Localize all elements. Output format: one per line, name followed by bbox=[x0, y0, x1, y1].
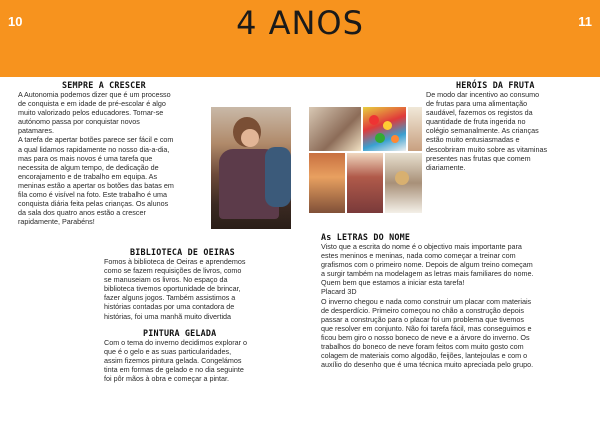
photo-tile bbox=[347, 153, 383, 213]
photo-tile bbox=[408, 107, 422, 151]
pintura-line: assim fizemos pintura gelada. Congelámos bbox=[104, 356, 242, 366]
pintura-line: tinta em formas de gelado e no dia seguinte bbox=[104, 365, 244, 375]
biblioteca-line: Fomos à biblioteca de Oeiras e aprendemos bbox=[104, 257, 246, 266]
letras-line: O inverno chegou e nada como construir um placar com materiais bbox=[321, 296, 532, 306]
biblioteca-text bbox=[104, 257, 304, 321]
pintura-text bbox=[104, 338, 304, 383]
page-title: 4 ANOS bbox=[236, 4, 364, 42]
children-buttoning-photo bbox=[211, 107, 291, 229]
biblioteca-heading: BIBLIOTECA DE OEIRAS bbox=[130, 247, 235, 257]
page-number-left: 10 bbox=[8, 14, 23, 29]
letras-heading: As LETRAS DO NOME bbox=[321, 232, 411, 242]
letras-line: ficou bem giro o nosso boneco de neve e a árvore do inverno. Os bbox=[321, 332, 530, 342]
pintura-line: foi pôr mãos à obra e começar a pintar. bbox=[104, 374, 230, 384]
letras-line: Quem bem que estamos a iniciar esta tarefa! bbox=[321, 278, 465, 288]
letras-line: auxílio do desenho que é uma técnica muito apreciada pelo grupo. bbox=[321, 360, 534, 370]
sempre-line: conquista diária feita pelas crianças. Os alunos bbox=[18, 199, 169, 209]
photo-tile bbox=[363, 107, 406, 151]
biblioteca-line: como se fazem requisições de livros, como bbox=[104, 266, 242, 276]
sempre-line: a qual lidamos rapidamente no nosso dia-a-dia, bbox=[18, 144, 170, 154]
letras-line: grafismos com o primeiro nome. Depois de algum treino começam bbox=[321, 260, 533, 270]
sempre-line: patamares. bbox=[18, 126, 54, 136]
letras-line: colagem de materiais como algodão, feijões, lantejoulas e com o bbox=[321, 351, 528, 361]
herois-line: saudável, fazemos os registos da bbox=[426, 108, 533, 118]
herois-text bbox=[426, 90, 596, 172]
sempre-line: rapidamente, Parabéns! bbox=[18, 217, 95, 227]
letras-text bbox=[321, 242, 597, 369]
letras-line: de desperdício. Primeiro começou no chão a construção depois bbox=[321, 305, 524, 315]
biblioteca-line: biblioteca tivemos oportunidade de brincar, bbox=[104, 284, 241, 294]
pintura-line: Com o tema do inverno decidimos explorar o bbox=[104, 338, 248, 347]
biblioteca-line: histórias, foi uma manhã muito divertida bbox=[104, 311, 232, 321]
herois-line: De modo dar incentivo ao consumo bbox=[426, 90, 540, 99]
herois-line: de frutas para uma alimentação bbox=[426, 99, 528, 109]
letras-line: a surgir também na modelagem as letras mais familiares do nome. bbox=[321, 269, 534, 279]
page-number-right: 11 bbox=[578, 14, 592, 29]
sempre-line: necessita de algum tempo, de dedicação de bbox=[18, 162, 159, 172]
herois-line: estão muito entusiasmadas e bbox=[426, 135, 520, 145]
herois-line: colégio semanalmente. As crianças bbox=[426, 126, 539, 136]
letras-line: Placard 3D bbox=[321, 287, 357, 297]
sempre-line: encorajamento e de trabalho em equipa. As bbox=[18, 171, 158, 181]
sempre-line: muito valorizado pelos educadores. Tornar-se bbox=[18, 108, 164, 118]
letras-line: trabalhos do boneco de neve foram feitos com muito gosto com bbox=[321, 342, 524, 352]
sempre-line: A tarefa de apertar botões parece ser fácil e com bbox=[18, 135, 174, 145]
fruit-heroes-photo-grid bbox=[309, 107, 422, 213]
photo-tile bbox=[309, 107, 361, 151]
sempre-line: da sala dos quatro anos estão a crescer bbox=[18, 208, 146, 218]
sempre-line: de conquista e em idade de pré-escolar é algo bbox=[18, 99, 166, 109]
letras-line: Visto que a escrita do nome é o objectivo mais importante para bbox=[321, 242, 522, 251]
sempre-heading: SEMPRE A CRESCER bbox=[62, 80, 146, 90]
photo-tile bbox=[309, 153, 345, 213]
herois-heading: HERÓIS DA FRUTA bbox=[456, 80, 535, 90]
sempre-line: meninas estão a apertar os botões das batas em bbox=[18, 180, 174, 190]
biblioteca-line: histórias contadas por uma contadora de bbox=[104, 302, 235, 312]
pintura-heading: PINTURA GELADA bbox=[143, 328, 217, 338]
letras-line: passar a construção para o placar foi um problema que tivemos bbox=[321, 314, 524, 324]
herois-line: diariamente. bbox=[426, 162, 466, 172]
sempre-line: mas para os mais novos é uma tarefa que bbox=[18, 153, 153, 163]
biblioteca-line: fazer alguns jogos. Também assistimos a bbox=[104, 293, 236, 303]
herois-line: presentes nas frutas que comem bbox=[426, 153, 531, 163]
letras-line: estes meninos e meninas, nada como começar a treinar com bbox=[321, 251, 516, 261]
herois-line: descobriram muito sobre as vitaminas bbox=[426, 144, 548, 154]
sempre-text bbox=[18, 90, 210, 226]
photo-tile bbox=[385, 153, 422, 213]
sempre-line: fila como é visível na foto. Este trabalho é uma bbox=[18, 190, 168, 200]
letras-line: que resolver em conjunto. Não foi tarefa fácil, mas conseguimos e bbox=[321, 323, 532, 333]
pintura-line: que é o gelo e as suas particularidades, bbox=[104, 347, 232, 357]
herois-line: quantidade de fruta ingerida no bbox=[426, 117, 526, 127]
sempre-line: A Autonomia podemos dizer que é um processo bbox=[18, 90, 171, 99]
sempre-line: autónomo passa por conquistar novos bbox=[18, 117, 140, 127]
biblioteca-line: se manuseiam os livros. No espaço da bbox=[104, 275, 228, 285]
header-banner bbox=[0, 0, 600, 77]
